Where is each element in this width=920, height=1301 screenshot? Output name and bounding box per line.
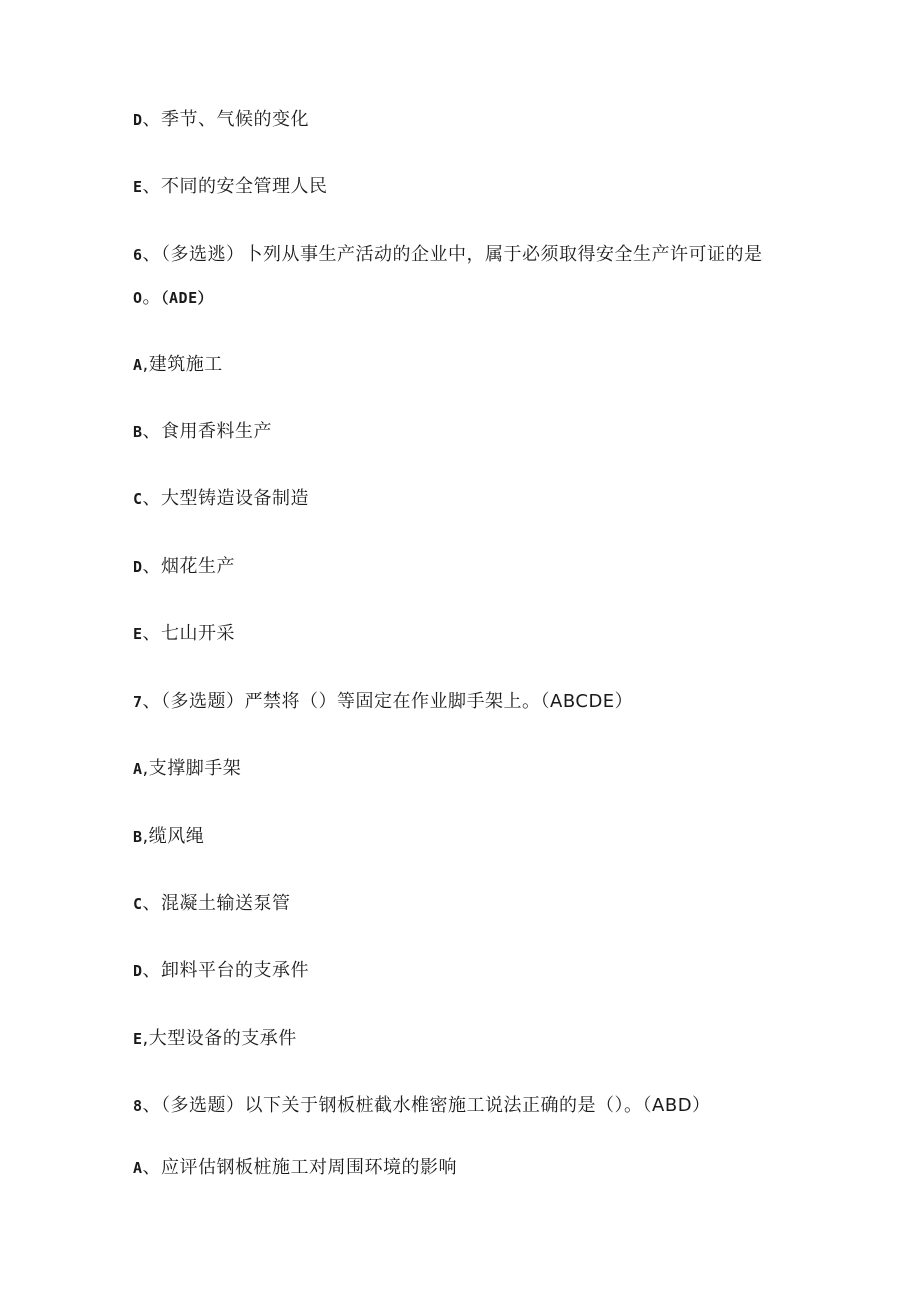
separator: 、 <box>142 623 162 644</box>
question-text: （多选题）以下关于钢板桩截水椎密施工说法正确的是（）。（ABD） <box>161 1095 711 1116</box>
option-text: 大型设备的支承件 <box>148 1028 297 1049</box>
option-letter: D <box>133 111 143 129</box>
option-line <box>133 622 235 646</box>
option-letter: A <box>133 356 143 374</box>
separator: , <box>142 758 149 779</box>
option-letter: C <box>133 490 143 508</box>
separator: 、 <box>142 244 162 265</box>
option-letter: D <box>133 558 143 576</box>
option-letter: A <box>133 1159 143 1177</box>
option-line <box>133 1027 297 1051</box>
option-text: 缆风绳 <box>148 826 205 847</box>
option-letter: E <box>133 1030 143 1048</box>
option-line <box>133 353 223 377</box>
option-line <box>133 1156 457 1180</box>
option-text: 建筑施工 <box>148 354 223 375</box>
separator: 、 <box>142 109 162 130</box>
separator: 。 <box>142 287 162 308</box>
option-line <box>133 555 235 579</box>
option-letter: C <box>133 895 143 913</box>
option-line <box>133 108 309 132</box>
option-text: 卸料平台的支承件 <box>161 960 310 981</box>
question-line <box>133 690 633 714</box>
option-text: 烟花生产 <box>161 556 236 577</box>
question-text: （多选题）严禁将（）等固定在作业脚手架上。（ABCDE） <box>161 691 634 712</box>
question-line-continued <box>133 286 213 310</box>
separator: , <box>142 354 149 375</box>
option-line <box>133 175 328 199</box>
separator: 、 <box>142 556 162 577</box>
option-letter: A <box>133 760 143 778</box>
blank-marker: O <box>133 289 143 307</box>
question-line <box>133 1094 711 1118</box>
option-text: 不同的安全管理人民 <box>161 176 328 197</box>
option-line <box>133 825 204 849</box>
option-letter: D <box>133 962 143 980</box>
question-number: 6 <box>133 246 143 264</box>
option-text: 支撑脚手架 <box>148 758 242 779</box>
question-line <box>133 243 763 267</box>
separator: , <box>142 1028 149 1049</box>
separator: 、 <box>142 691 162 712</box>
option-letter: B <box>133 423 143 441</box>
option-text: 七山开采 <box>161 623 236 644</box>
option-text: 食用香料生产 <box>161 421 273 442</box>
separator: 、 <box>142 893 162 914</box>
option-text: 应评估钢板桩施工对周围环境的影响 <box>161 1157 458 1178</box>
separator: 、 <box>142 960 162 981</box>
separator: 、 <box>142 421 162 442</box>
answer-key: （ADE） <box>161 289 214 307</box>
option-letter: E <box>133 178 143 196</box>
separator: 、 <box>142 1095 162 1116</box>
option-text: 大型铸造设备制造 <box>161 488 310 509</box>
separator: 、 <box>142 1157 162 1178</box>
question-number: 8 <box>133 1097 143 1115</box>
option-line <box>133 959 309 983</box>
separator: 、 <box>142 176 162 197</box>
option-line <box>133 420 272 444</box>
option-letter: E <box>133 625 143 643</box>
option-line <box>133 892 291 916</box>
option-text: 季节、气候的变化 <box>161 109 310 130</box>
question-text: （多选逃）卜列从事生产活动的企业中，属于必须取得安全生产许可证的是 <box>161 244 763 265</box>
option-line <box>133 487 309 511</box>
separator: 、 <box>142 488 162 509</box>
separator: , <box>142 826 149 847</box>
option-line <box>133 757 241 781</box>
question-number: 7 <box>133 693 143 711</box>
option-letter: B <box>133 828 143 846</box>
option-text: 混凝土输送泵管 <box>161 893 291 914</box>
